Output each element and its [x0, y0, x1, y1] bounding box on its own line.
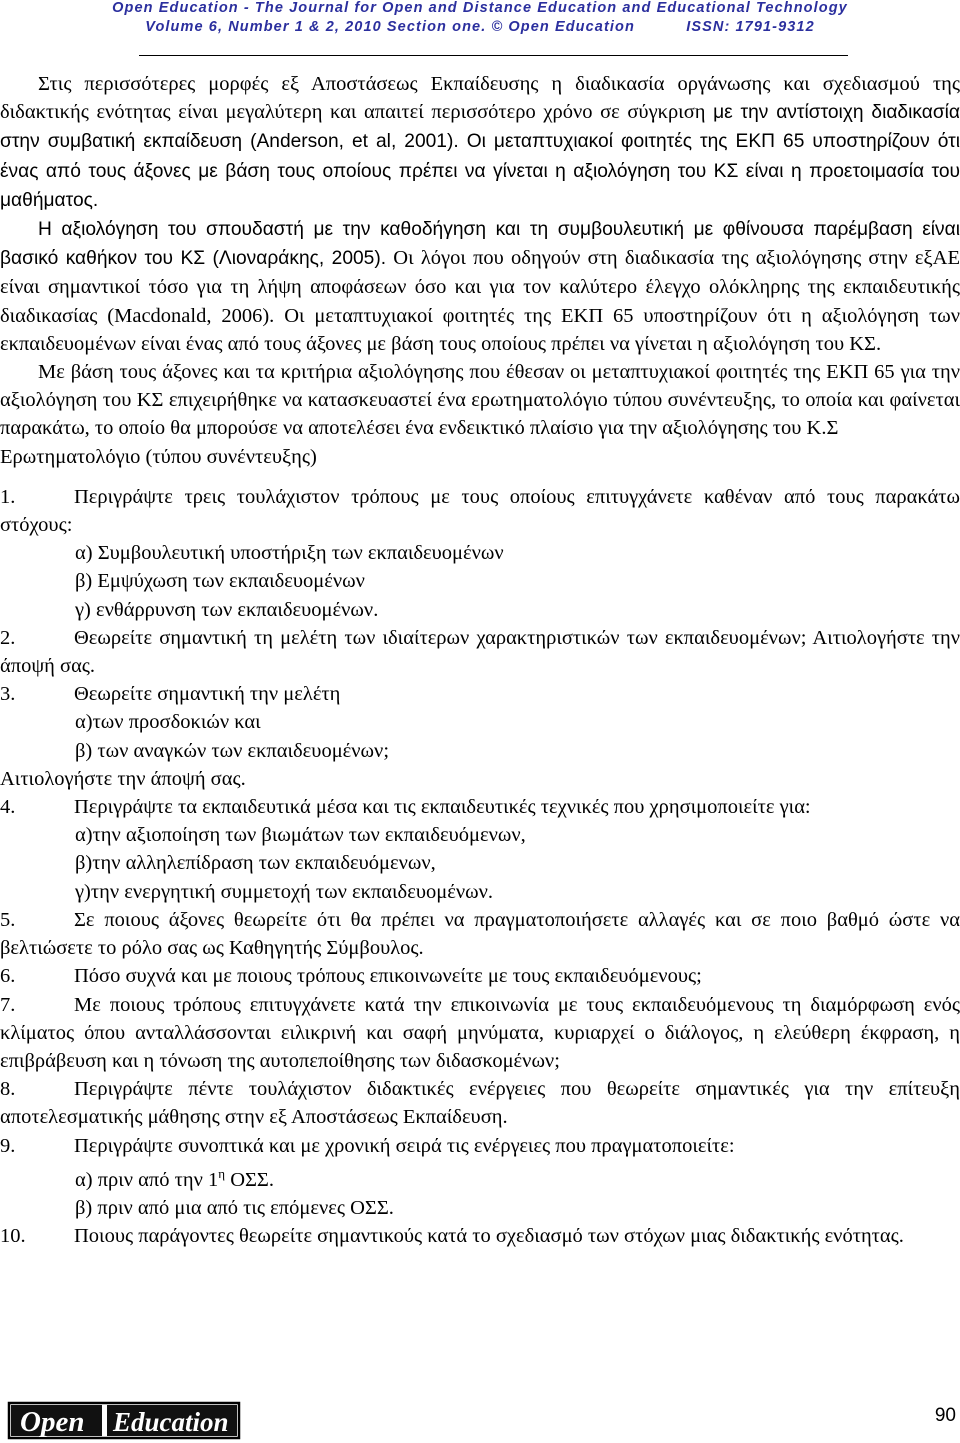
option-text-end: ΟΣΣ.	[225, 1168, 274, 1191]
question-number: 8.	[0, 1078, 16, 1101]
question-text: Σε ποιους άξονες θεωρείτε ότι θα πρέπει να πραγματοποιήσετε αλλαγές και σε ποιο βαθμό ώστε να βελτιώσετε το ρόλο σας ως Καθηγητής Σύμβουλος.	[0, 908, 960, 960]
question-5	[0, 906, 960, 962]
journal-title: Open Education - The Journal for Open and Distance Education and Educational Technology	[112, 0, 848, 16]
page-number: 90	[934, 1405, 956, 1426]
question-7	[0, 991, 960, 1076]
question-number: 6.	[0, 965, 16, 988]
page-content	[0, 70, 960, 1250]
spacer	[0, 471, 960, 483]
question-4-option-b: β)την αλληλεπίδραση των εκπαιδευόμενων,	[75, 852, 436, 875]
question-9-option-a	[0, 1160, 960, 1194]
paragraph-1-serif: Στις περισσότερες μορφές εξ Αποστάσεως Εκπαίδευσης η διαδικασία οργάνωσης και σχεδιασμού της διδακτικής ενότητας είναι μεγαλύτερη και απαιτεί περισσότερο χρόνο σε σύγκριση	[0, 73, 960, 124]
questionnaire-title: Ερωτηματολόγιο (τύπου συνέντευξης)	[0, 445, 317, 468]
question-text: Θεωρείτε σημαντική τη μελέτη των ιδιαίτερων χαρακτηριστικών των εκπαιδευομένων; Αιτιολογήστε την άποψή σας.	[0, 626, 960, 678]
question-number: 2.	[0, 626, 16, 649]
question-10	[0, 1222, 960, 1250]
journal-volume-info: Volume 6, Number 1 & 2, 2010 Section one. © Open Education ISSN: 1791-9312	[145, 19, 815, 35]
question-4-option-a: α)την αξιοποίηση των βιωμάτων των εκπαιδευόμενων,	[75, 824, 526, 847]
paragraph-3: Με βάση τους άξονες και τα κριτήρια αξιολόγησης που έθεσαν οι μεταπτυχιακοί φοιτητές της ΕΚΠ 65 για την αξιολόγηση του ΚΣ επιχειρήθηκε να κατασκευαστεί ένα ερωτηματολόγιο τύπου συνέντευξης, το οποία και φαίνεται παρακάτω, το οποίο θα μπορούσε να αποτελέσει ένα ενδεικτικό πλαίσιο για την αξιολόγησης του Κ.Σ	[0, 361, 960, 440]
superscript: η	[218, 1165, 226, 1181]
question-number: 10.	[0, 1224, 26, 1247]
question-text: Περιγράψτε πέντε τουλάχιστον διδακτικές ενέργειες που θεωρείτε σημαντικές για την επίτευξη αποτελεσματικής μάθησης στην εξ Αποστάσεως Εκπαίδευση.	[0, 1078, 960, 1129]
question-text: Με ποιους τρόπους επιτυγχάνετε κατά την επικοινωνία με τους εκπαιδευόμενους τη διαμόρφωση ενός κλίματος όπου ανταλλάσσονται ειλικρινή και σαφή μηνύματα, κυριαρχεί ο διάλογος, η ελεύθερη έκφραση, η επιβράβευση και η τόνωση της αυτοπεποίθησης των διδασκομένων;	[0, 993, 960, 1072]
question-number: 5.	[0, 908, 16, 931]
question-3-option-b: β) των αναγκών των εκπαιδευομένων;	[75, 739, 390, 762]
question-3	[0, 680, 960, 708]
question-3-followup: Αιτιολογήστε την άποψή σας.	[0, 767, 246, 790]
paragraph-1-sans: με την αντίστοιχη διαδικασία στην συμβατική εκπαίδευση (Anderson, et al, 2001). Οι μεταπτυχιακοί φοιτητές της ΕΚΠ 65 υποστηρίζουν ότι ένας από τους άξονες με βάση τους οποίους πρέπει να γίνεται η αξιολόγηση του ΚΣ είναι η προετοιμασία του μαθήματος.	[0, 102, 960, 211]
paragraph-2	[0, 215, 960, 358]
question-number: 4.	[0, 796, 16, 819]
journal-header	[0, 0, 960, 62]
question-9-option-b: β) πριν από μια από τις επόμενες ΟΣΣ.	[75, 1196, 394, 1219]
question-8	[0, 1075, 960, 1131]
question-1-option-a: α) Συμβουλευτική υποστήριξη των εκπαιδευομένων	[75, 542, 504, 565]
question-text: Περιγράψτε τα εκπαιδευτικά μέσα και τις εκπαιδευτικές τεχνικές που χρησιμοποιείτε για:	[74, 796, 811, 819]
question-2	[0, 624, 960, 680]
question-1-option-b: β) Εμψύχωση των εκπαιδευομένων	[75, 570, 365, 593]
question-6	[0, 962, 960, 990]
paragraph-2-sans: Η αξιολόγηση του σπουδαστή με την καθοδήγηση και τη συμβουλευτική με φθίνουσα παρέμβαση είναι βασικό καθήκον του ΚΣ (Λιοναράκης, 2005).	[0, 219, 960, 270]
logo-word-open: Open	[20, 1406, 85, 1438]
question-1-option-c: γ) ενθάρρυνση των εκπαιδευομένων.	[75, 598, 379, 621]
question-text: Περιγράψτε συνοπτικά και με χρονική σειρά τις ενέργειες που πραγματοποιείτε:	[74, 1134, 735, 1157]
question-3-option-a: α)των προσδοκιών και	[75, 711, 261, 734]
question-number: 3.	[0, 683, 16, 706]
paragraph-2-serif: Οι λόγοι που οδηγούν στη διαδικασία της αξιολόγησης στην εξΑΕ είναι σημαντικοί τόσο για τη λήψη αποφάσεων όσο και για τον καλύτερο έλεγχο ολόκληρης της εκπαιδευτικής διαδικασίας (Macdonald, 2006). Οι μεταπτυχιακοί φοιτητές της ΕΚΠ 65 υποστηρίζουν ότι η αξιολόγηση των εκπαιδευομένων είναι ένας από τους άξονες με βάση τους οποίους πρέπει να γίνεται η αξιολόγηση του ΚΣ.	[0, 247, 960, 355]
open-education-logo	[6, 1400, 242, 1441]
question-text: Περιγράψτε τρεις τουλάχιστον τρόπους με τους οποίους επιτυγχάνετε καθέναν από τους παρακάτω στόχους:	[0, 485, 960, 537]
header-rule	[139, 55, 848, 56]
question-4	[0, 793, 960, 821]
question-4-option-c: γ)την ενεργητική συμμετοχή των εκπαιδευομένων.	[75, 880, 493, 903]
logo-word-education: Education	[113, 1407, 229, 1437]
question-9	[0, 1132, 960, 1160]
question-text: Πόσο συχνά και με ποιους τρόπους επικοινωνείτε με τους εκπαιδευόμενους;	[74, 965, 702, 988]
paragraph-1	[0, 70, 960, 215]
question-number: 7.	[0, 993, 16, 1016]
question-text: Ποιους παράγοντες θεωρείτε σημαντικούς κατά το σχεδιασμό των στόχων μιας διδακτικής ενότητας.	[74, 1224, 904, 1247]
question-number: 9.	[0, 1134, 16, 1157]
option-text: α) πριν από την 1	[75, 1168, 219, 1191]
question-text: Θεωρείτε σημαντική την μελέτη	[74, 683, 341, 706]
question-1	[0, 483, 960, 539]
question-number: 1.	[0, 485, 16, 508]
